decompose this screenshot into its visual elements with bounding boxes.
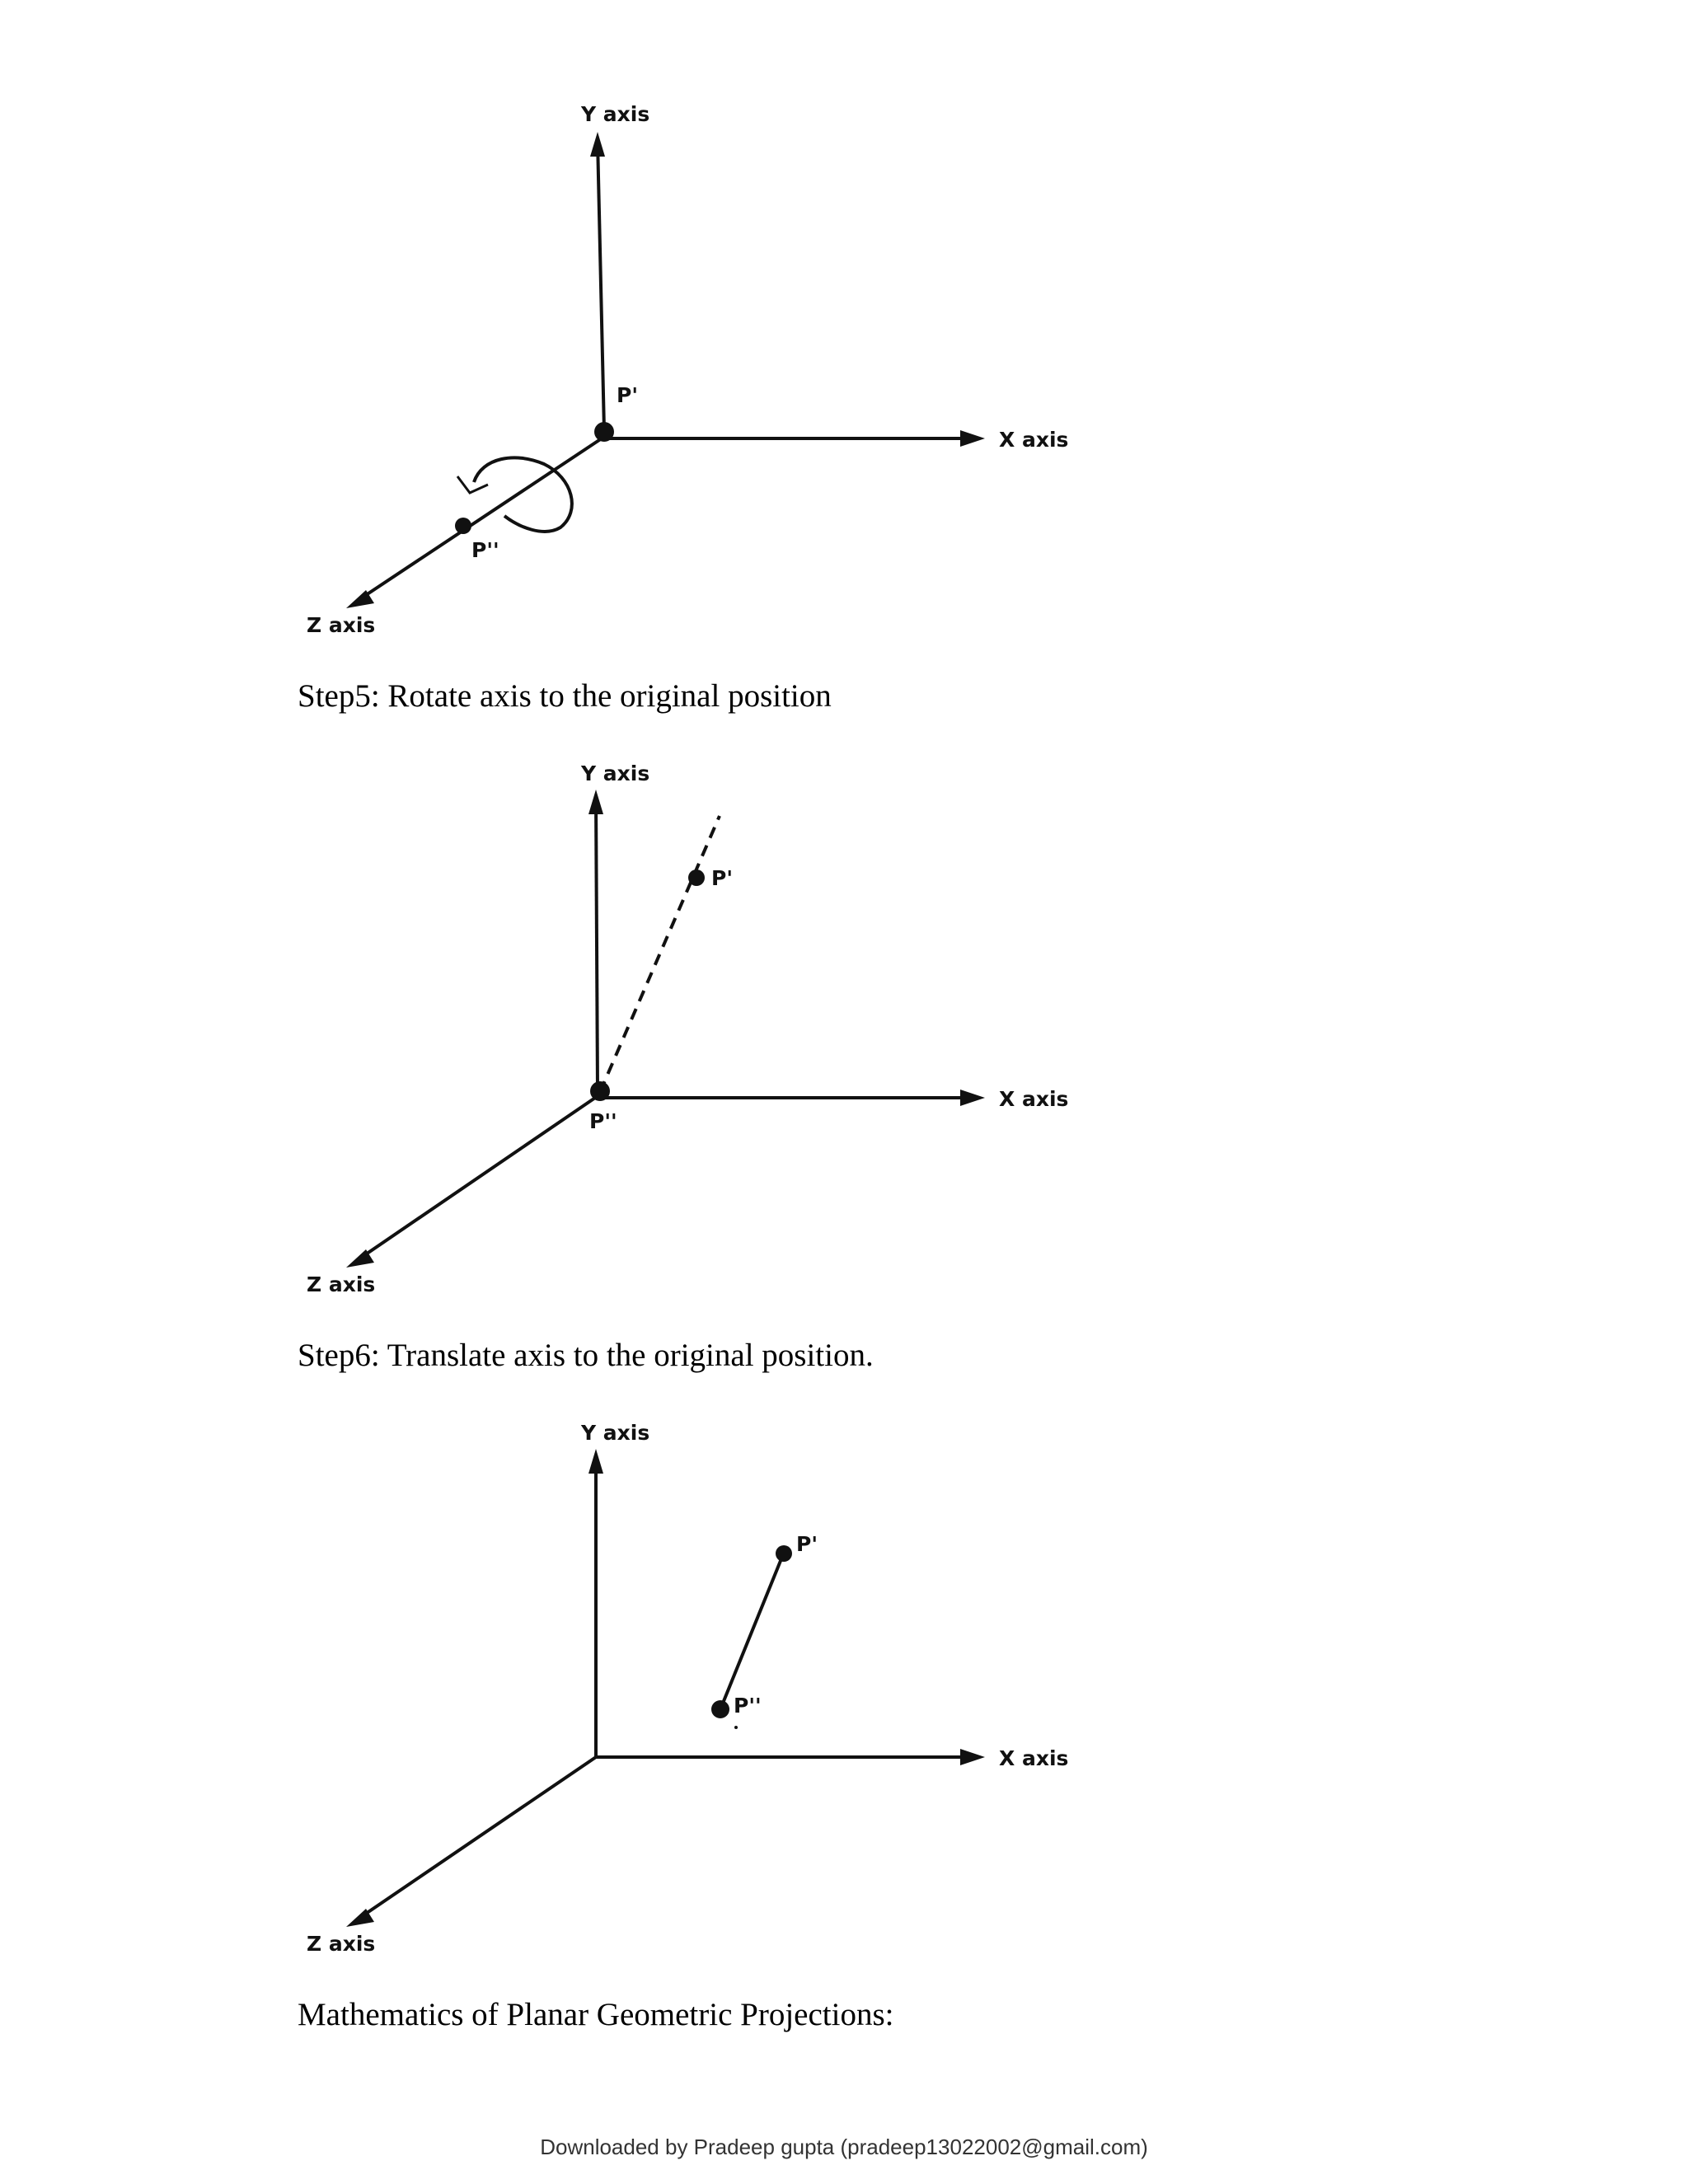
axes: [346, 790, 985, 1268]
x-axis-arrowhead: [960, 1749, 985, 1765]
point-p-double-prime: [455, 518, 471, 534]
diagram-translate-back: [0, 1319, 1688, 1961]
y-axis-arrowhead: [590, 132, 605, 157]
x-axis-label: X axis: [999, 1746, 1069, 1770]
small-dot: [734, 1726, 738, 1729]
p-double-prime-label: P'': [471, 538, 499, 562]
rotation-arrow-icon: [457, 476, 488, 493]
p-prime-label: P': [711, 866, 733, 890]
section-heading: Mathematics of Planar Geometric Projections:: [298, 1997, 894, 2032]
axes: [346, 132, 985, 608]
point-p-prime: [594, 422, 614, 442]
point-p-double-prime: [590, 1081, 610, 1101]
x-axis-arrowhead: [960, 1090, 985, 1106]
z-axis-label: Z axis: [307, 1932, 376, 1956]
segment-p-prime-p-double-prime: [720, 1553, 784, 1709]
z-axis-line: [359, 1096, 598, 1259]
diagram-rotate-back: [0, 659, 1688, 1302]
p-double-prime-label: P'': [734, 1694, 762, 1718]
p-prime-label: P': [796, 1532, 818, 1556]
z-axis-label: Z axis: [307, 613, 376, 637]
z-axis-line: [359, 1757, 596, 1919]
diagram-rotation-about-z: [0, 0, 1688, 643]
y-axis-arrowhead: [588, 790, 603, 814]
step6-text: Step6: Translate axis to the original position.: [298, 1338, 874, 1373]
point-p-prime: [776, 1545, 792, 1562]
y-axis-label: Y axis: [581, 762, 650, 785]
x-axis-arrowhead: [960, 430, 985, 447]
y-axis-label: Y axis: [581, 1421, 650, 1445]
y-axis-arrowhead: [588, 1449, 603, 1474]
y-axis-line: [598, 140, 604, 430]
dashed-rotation-line: [600, 816, 720, 1092]
z-axis-label: Z axis: [307, 1272, 376, 1296]
x-axis-label: X axis: [999, 1087, 1069, 1111]
x-axis-label: X axis: [999, 428, 1069, 452]
p-double-prime-label: P'': [589, 1109, 617, 1133]
point-p-double-prime: [711, 1700, 729, 1718]
y-axis-label: Y axis: [581, 102, 650, 126]
y-axis-line: [596, 798, 598, 1090]
p-prime-label: P': [617, 383, 638, 407]
step5-text: Step5: Rotate axis to the original position: [298, 678, 832, 714]
axes: [346, 1449, 985, 1927]
point-p-prime: [688, 869, 705, 886]
download-footer: Downloaded by Pradeep gupta (pradeep13022002@gmail.com): [540, 2135, 1148, 2159]
